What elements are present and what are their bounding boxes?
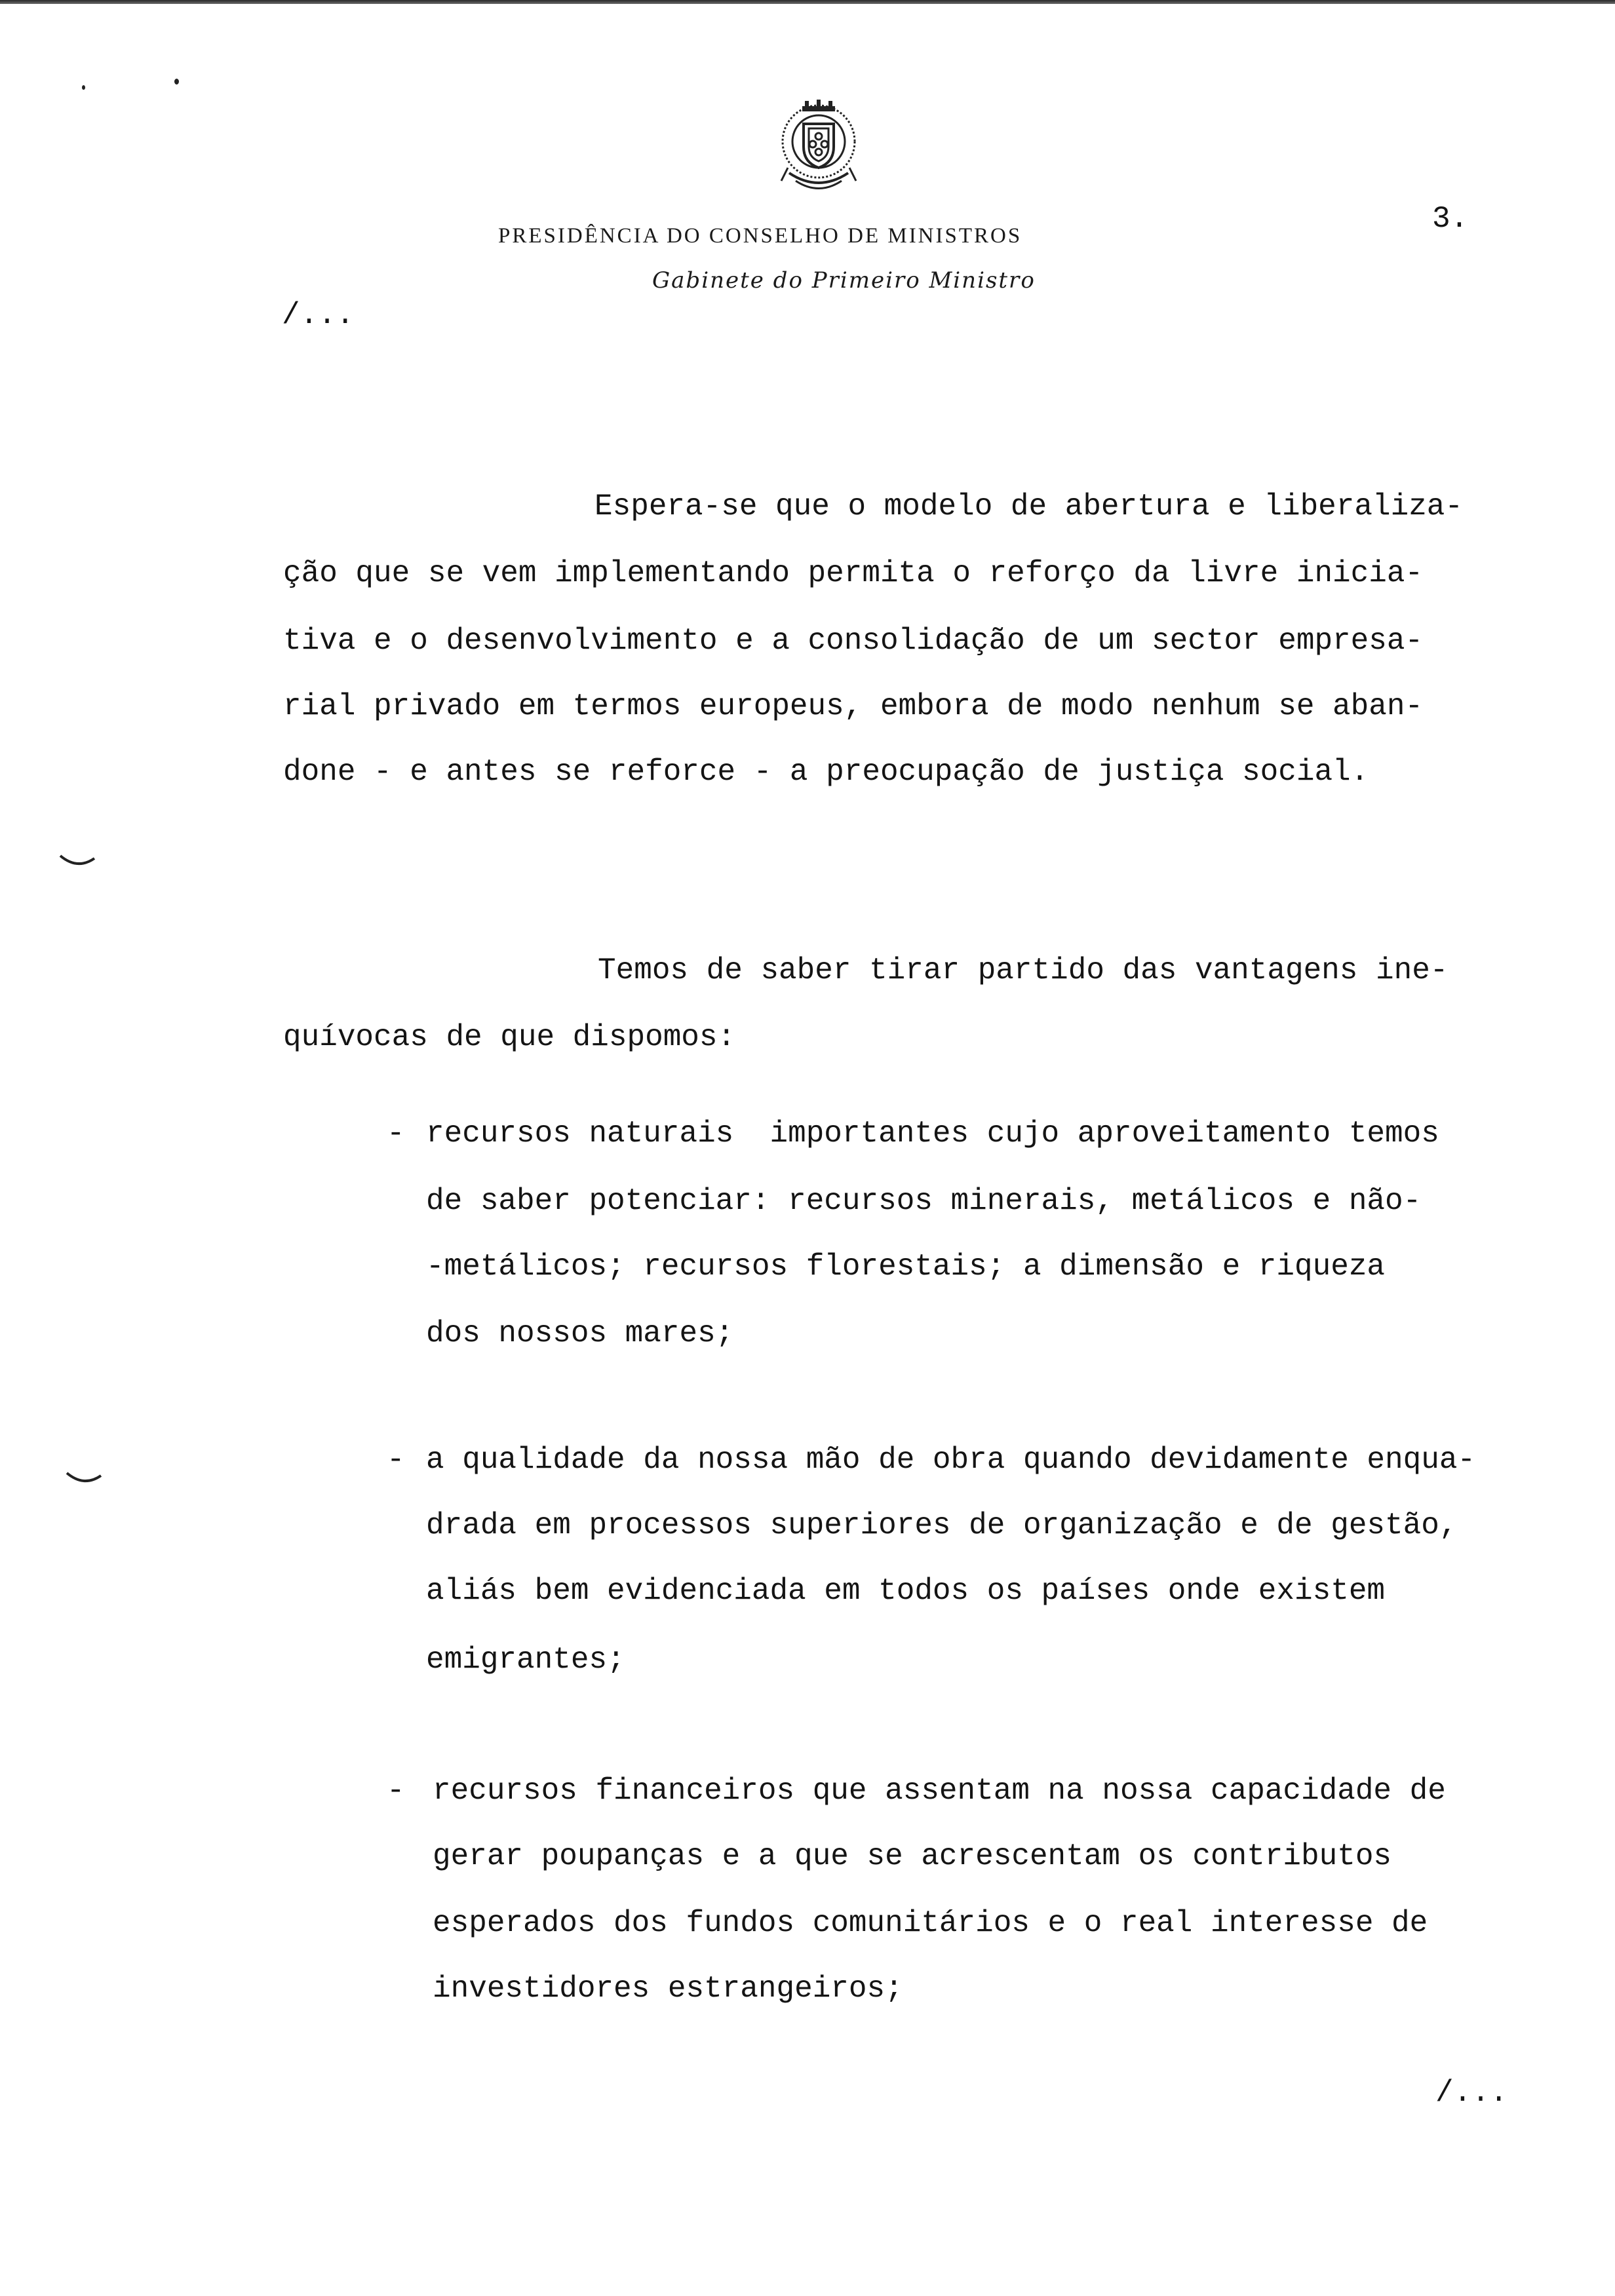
paragraph-line: quívocas de que dispomos: <box>283 1020 736 1054</box>
paragraph-line: Temos de saber tirar partido das vantagens ine- <box>598 953 1449 987</box>
list-item-line: -metálicos; recursos florestais; a dimensão e riqueza <box>426 1250 1386 1284</box>
coat-of-arms-seal <box>763 94 874 206</box>
paragraph-line: Espera-se que o modelo de abertura e liberaliza- <box>594 489 1464 524</box>
list-item-line: emigrantes; <box>426 1643 625 1677</box>
paragraph-line: tiva e o desenvolvimento e a consolidação de um sector empresa- <box>283 624 1424 658</box>
list-item-line: aliás bem evidenciada em todos os países onde existem <box>426 1574 1386 1608</box>
paragraph-line: ção que se vem implementando permita o reforço da livre inicia- <box>283 556 1424 590</box>
list-item-line: dos nossos mares; <box>426 1316 734 1350</box>
list-bullet-dash: - <box>387 1774 405 1808</box>
margin-mark-icon <box>64 1469 104 1489</box>
list-item-line: investidores estrangeiros; <box>433 1972 903 2006</box>
scan-speck <box>82 85 85 90</box>
list-item-line: gerar poupanças e a que se acrescentam os contributos <box>433 1839 1392 1873</box>
list-bullet-dash: - <box>387 1117 405 1151</box>
list-item-line: esperados dos fundos comunitários e o real interesse de <box>433 1906 1428 1940</box>
margin-mark-icon <box>58 852 97 871</box>
scan-speck <box>174 79 179 85</box>
continuation-mark-bottom: /... <box>1435 2076 1508 2110</box>
top-scan-edge <box>0 0 1615 4</box>
paragraph-line: rial privado em termos europeus, embora de modo nenhum se aban- <box>283 689 1424 723</box>
list-item-line: drada em processos superiores de organização e de gestão, <box>426 1508 1458 1542</box>
page-number: 3. <box>1432 202 1469 236</box>
institution-title: PRESIDÊNCIA DO CONSELHO DE MINISTROS <box>498 224 1022 248</box>
office-subtitle: Gabinete do Primeiro Ministro <box>652 267 1036 294</box>
continuation-mark-top: /... <box>282 298 355 332</box>
list-bullet-dash: - <box>387 1443 405 1477</box>
list-item-line: a qualidade da nossa mão de obra quando devidamente enqua- <box>426 1443 1476 1477</box>
paragraph-line: done - e antes se reforce - a preocupação de justiça social. <box>283 755 1369 789</box>
list-item-line: recursos financeiros que assentam na nossa capacidade de <box>433 1774 1446 1808</box>
list-item-line: de saber potenciar: recursos minerais, metálicos e não- <box>426 1184 1422 1218</box>
list-item-line: recursos naturais importantes cujo aproveitamento temos <box>426 1117 1439 1151</box>
